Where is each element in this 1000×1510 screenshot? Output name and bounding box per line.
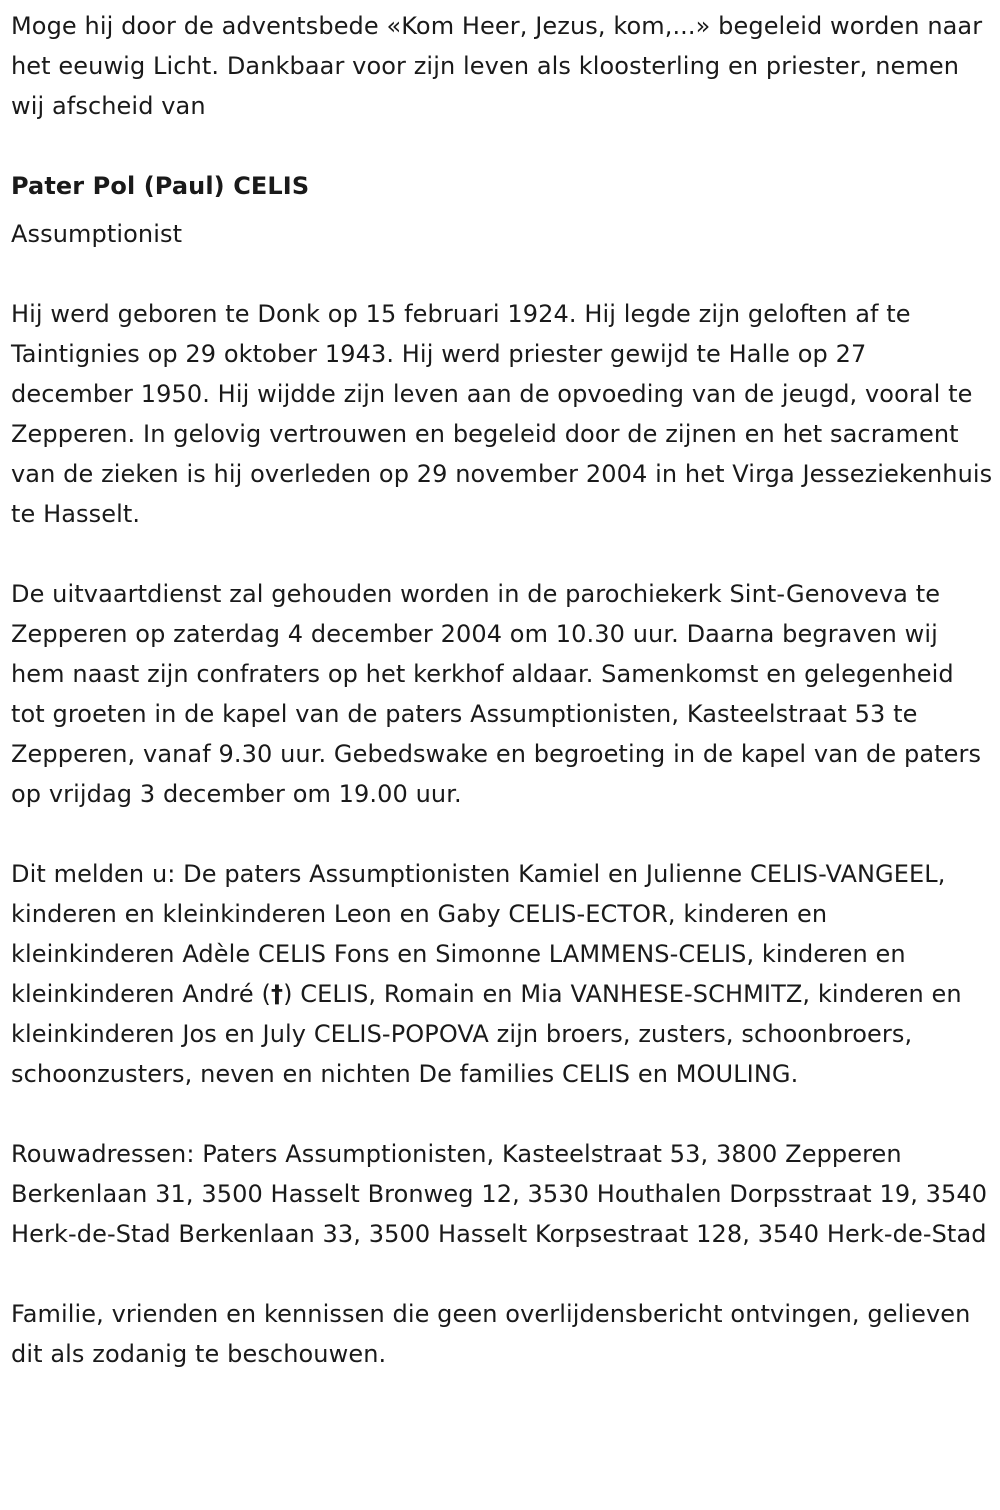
- announcement-text-start: Dit melden u: De paters Assumptionisten Kamiel en Julienne CELIS-VANGEEL, kinderen en kleinkinderen Leon en Gaby CELIS-ECTOR, kinderen en kleinkinderen Adèle CELIS Fons en Simonne LAMMENS-CELIS, kinderen en kleinkinderen André (: [11, 860, 946, 1008]
- obituary-document: [11, 6, 993, 1414]
- announcement-text-end: ) CELIS, Romain en Mia VANHESE-SCHMITZ, kinderen en kleinkinderen Jos en July CELIS-POPOVA zijn broers, zusters, schoonbroers, schoonzusters, neven en nichten De families CELIS en MOULING.: [11, 980, 962, 1088]
- funeral-paragraph: De uitvaartdienst zal gehouden worden in de parochiekerk Sint-Genoveva te Zepperen op zaterdag 4 december 2004 om 10.30 uur. Daarna begraven wij hem naast zijn confraters op het kerkhof aldaar. Samenkomst en gelegenheid tot groeten in de kapel van de paters Assumptionisten, Kasteelstraat 53 te Zepperen, vanaf 9.30 uur. Gebedswake en begroeting in de kapel van de paters op vrijdag 3 december om 19.00 uur.: [11, 580, 982, 808]
- closing-paragraph: Familie, vrienden en kennissen die geen overlijdensbericht ontvingen, gelieven dit als zodanig te beschouwen.: [11, 1300, 971, 1368]
- announcement-paragraph: [11, 854, 993, 1094]
- deceased-name: Pater Pol (Paul) CELIS: [11, 172, 310, 200]
- intro-paragraph: Moge hij door de adventsbede «Kom Heer, Jezus, kom,...» begeleid worden naar het eeuwig Licht. Dankbaar voor zijn leven als kloosterling en priester, nemen wij afscheid van: [11, 12, 983, 120]
- biography-paragraph: Hij werd geboren te Donk op 15 februari 1924. Hij legde zijn geloften af te Taintignies op 29 oktober 1943. Hij werd priester gewijd te Halle op 27 december 1950. Hij wijdde zijn leven aan de opvoeding van de jeugd, vooral te Zepperen. In gelovig vertrouwen en begeleid door de zijnen en het sacrament van de zieken is hij overleden op 29 november 2004 in het Virga Jesseziekenhuis te Hasselt.: [11, 300, 993, 528]
- addresses-paragraph: Rouwadressen: Paters Assumptionisten, Kasteelstraat 53, 3800 Zepperen Berkenlaan 31, 3500 Hasselt Bronweg 12, 3530 Houthalen Dorpsstraat 19, 3540 Herk-de-Stad Berkenlaan 33, 3500 Hasselt Korpsestraat 128, 3540 Herk-de-Stad: [11, 1140, 988, 1248]
- deceased-title: Assumptionist: [11, 220, 183, 248]
- cross-icon: †: [271, 980, 284, 1008]
